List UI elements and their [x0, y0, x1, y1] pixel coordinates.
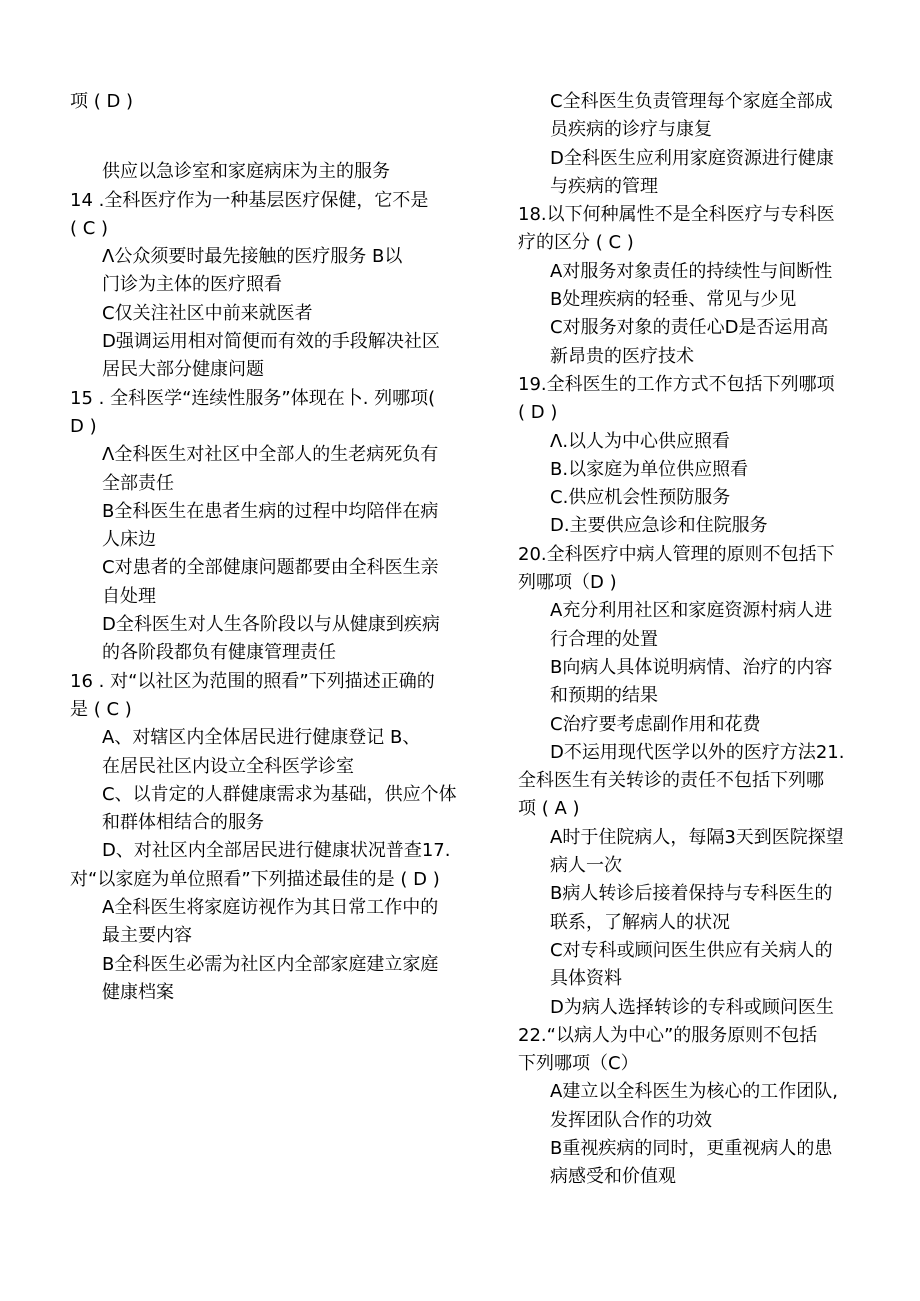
- question-line: 列哪项（D ): [518, 572, 617, 594]
- option-line: C治疗要考虑副作用和花费: [550, 713, 761, 735]
- question-line: 是 ( C ): [70, 698, 132, 720]
- paragraph-gap: [70, 116, 495, 158]
- option-line: D全科医生对人生各阶段以与从健康到疾病: [102, 614, 440, 636]
- question-line: ( C ): [70, 217, 109, 239]
- option-line: Λ公众须要时最先接触的医疗服务 B以: [102, 246, 403, 268]
- option-line: A全科医生将家庭访视作为其日常工作中的: [102, 897, 439, 919]
- question-line: 项 ( A ): [518, 798, 580, 820]
- option-line: A建立以全科医生为核心的工作团队,: [550, 1081, 839, 1103]
- option-line: B重视疾病的同时，更重视病人的患: [550, 1137, 833, 1159]
- question-line: 对“以家庭为单位照看”下列描述最佳的是 ( D ): [70, 868, 440, 890]
- left-column: [70, 88, 495, 1007]
- question-line: 22.“以病人为中心”的服务原则不包括: [518, 1024, 818, 1046]
- question-line: 全科医生有关转诊的责任不包括下列哪: [518, 770, 824, 792]
- option-line: C全科医生负责管理每个家庭全部成: [550, 91, 833, 112]
- option-line: B病人转诊后接着保持与专科医生的: [550, 883, 833, 905]
- option-line: 的各阶段都负有健康管理责任: [102, 642, 336, 664]
- question-line: ( D ): [518, 402, 558, 424]
- option-line: 自处理: [102, 585, 156, 607]
- option-line: 全部责任: [102, 472, 174, 494]
- option-line: 和预期的结果: [550, 685, 658, 707]
- option-line: C对患者的全部健康问题都要由全科医生亲: [102, 557, 439, 579]
- option-line: D强调运用相对简便而有效的手段解决社区: [102, 331, 440, 353]
- option-line: 健康档案: [102, 981, 174, 1003]
- option-line: D全科医生应利用家庭资源进行健康: [550, 147, 834, 169]
- option-line: 病感受和价值观: [550, 1166, 676, 1188]
- option-line: Λ.以人为中心供应照看: [550, 430, 731, 452]
- question-line: 项 ( D ): [70, 91, 134, 112]
- question-line: D ): [70, 415, 97, 437]
- option-line: Λ全科医生对社区中全部人的生老病死负有: [102, 444, 439, 466]
- option-line: B处理疾病的轻垂、常见与少见: [550, 289, 797, 311]
- option-line: B向病人具体说明病情、治疗的内容: [550, 656, 833, 678]
- option-line: 最主要内容: [102, 925, 192, 947]
- option-line: D为病人选择转诊的专科或顾问医生: [550, 996, 834, 1018]
- option-line: 具体资料: [550, 968, 622, 990]
- option-line: B全科医生必需为社区内全部家庭建立家庭: [102, 953, 439, 975]
- question-line: 18.以下何种属性不是全科医疗与专科医: [518, 204, 835, 226]
- question-line: 20.全科医疗中病人管理的原则不包括下: [518, 543, 835, 565]
- option-line: B全科医生在患者生病的过程中均陪伴在病: [102, 500, 439, 522]
- option-line: 联系，了解病人的状况: [550, 911, 730, 933]
- option-line: A时于住院病人，每隔3天到医院探望: [550, 826, 844, 848]
- option-line: 与疾病的管理: [550, 175, 658, 197]
- option-line: C、以肯定的人群健康需求为基础，供应个体: [102, 783, 457, 805]
- option-line: 新昂贵的医疗技术: [550, 345, 694, 367]
- option-line: 居民大部分健康问题: [102, 359, 264, 381]
- option-line: D.主要供应急诊和住院服务: [550, 515, 768, 537]
- option-line: A充分利用社区和家庭资源村病人进: [550, 600, 833, 622]
- option-line: 供应以急诊室和家庭病床为主的服务: [102, 161, 390, 183]
- option-line: C对服务对象的责任心D是否运用高: [550, 317, 829, 339]
- option-line: D、对社区内全部居民进行健康状况普查17.: [102, 840, 451, 862]
- question-line: 16 . 对“以社区为范围的照看”下列描述正确的: [70, 670, 435, 692]
- option-line: B.以家庭为单位供应照看: [550, 458, 749, 480]
- option-line: C对专科或顾问医生供应有关病人的: [550, 939, 833, 961]
- question-line: 19.全科医生的工作方式不包括下列哪项: [518, 373, 835, 395]
- question-line: 15 . 全科医学“连续性服务”体现在卜. 列哪项(: [70, 387, 436, 409]
- question-line: 疗的区分 ( C ): [518, 232, 634, 254]
- option-line: 病人一次: [550, 855, 622, 877]
- option-line: C.供应机会性预防服务: [550, 487, 731, 509]
- option-line: 行合理的处置: [550, 628, 658, 650]
- option-line: 人床边: [102, 529, 156, 551]
- question-line: 下列哪项（C）: [518, 1053, 639, 1075]
- option-line: D不运用现代医学以外的医疗方法21.: [550, 741, 845, 763]
- option-line: 员疾病的诊疗与康复: [550, 119, 712, 141]
- option-line: A对服务对象责任的持续性与间断性: [550, 260, 833, 282]
- option-line: 在居民社区内设立全科医学诊室: [102, 755, 354, 777]
- question-line: 14 .全科医疗作为一种基层医疗保健，它不是: [70, 189, 429, 211]
- right-column: [518, 88, 878, 1192]
- option-line: 和群体相结合的服务: [102, 812, 264, 834]
- option-line: A、对辖区内全体居民进行健康登记 B、: [102, 727, 421, 749]
- option-line: 发挥团队合作的功效: [550, 1109, 712, 1131]
- option-line: C仅关注社区中前来就医者: [102, 302, 313, 324]
- option-line: 门诊为主体的医疗照看: [102, 274, 282, 296]
